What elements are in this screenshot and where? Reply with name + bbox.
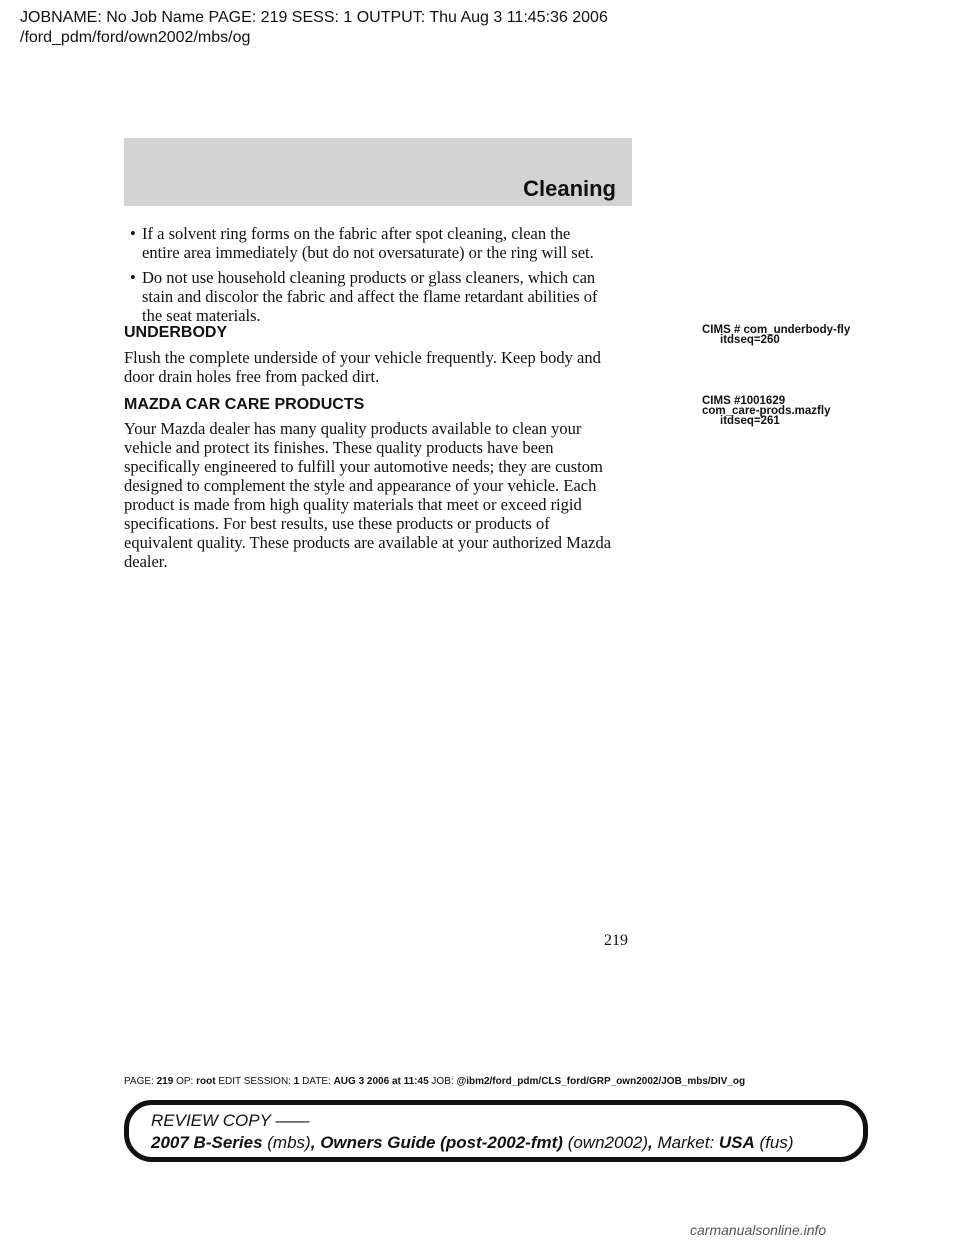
bullet-line: If a solvent ring forms on the fabric after spot cleaning, clean the — [142, 224, 571, 243]
watermark-text: carmanualsonline.info — [690, 1222, 827, 1238]
paragraph-line: specifically engineered to fulfill your automotive needs; they are custom — [124, 457, 603, 476]
review-copy-title: REVIEW COPY —— — [151, 1111, 310, 1130]
section-header-band — [124, 138, 632, 206]
footer-label: JOB: — [431, 1076, 454, 1087]
bullet-line: entire area immediately (but do not oversaturate) or the ring will set. — [142, 243, 594, 262]
review-guide: Owners Guide (post-2002-fmt) — [320, 1133, 563, 1152]
cims-note-underbody — [702, 325, 850, 345]
paragraph-line: dealer. — [124, 552, 168, 571]
footer-label: EDIT SESSION: — [218, 1076, 291, 1087]
cims-line: itdseq=260 — [720, 334, 780, 346]
paragraph-line: equivalent quality. These products are available at your authorized Mazda — [124, 533, 612, 552]
footer-value: AUG 3 2006 at 11:45 — [333, 1076, 429, 1087]
underbody-paragraph — [124, 348, 632, 386]
review-model: 2007 B-Series — [151, 1133, 263, 1152]
bullet-item — [130, 224, 630, 262]
bullet-item — [130, 268, 630, 325]
bullet-line: the seat materials. — [142, 306, 261, 325]
section-title: Cleaning — [523, 176, 616, 201]
bullet-line: stain and discolor the fabric and affect the flame retardant abilities of — [142, 287, 598, 306]
review-market: USA — [718, 1133, 755, 1152]
review-guide-code: (own2002) — [567, 1133, 649, 1152]
job-header-line1: JOBNAME: No Job Name PAGE: 219 SESS: 1 OUTPUT: Thu Aug 3 11:45:36 2006 — [20, 9, 608, 26]
paragraph-line: door drain holes free from packed dirt. — [124, 367, 380, 386]
review-market-code: (fus) — [759, 1133, 794, 1152]
cims-note-care-products — [702, 396, 830, 426]
footer-info-line — [124, 1076, 745, 1087]
footer-label: OP: — [176, 1076, 194, 1087]
cims-line: CIMS #1001629 — [702, 395, 786, 407]
paragraph-line: product is made from high quality materials that meet or exceed rigid — [124, 495, 582, 514]
paragraph-line: specifications. For best results, use these products or products of — [124, 514, 550, 533]
cims-line: CIMS # com_underbody-fly — [702, 324, 851, 336]
footer-value: 1 — [293, 1076, 300, 1087]
page-number: 219 — [604, 932, 628, 949]
paragraph-line: Flush the complete underside of your vehicle frequently. Keep body and — [124, 348, 601, 367]
cims-line: itdseq=261 — [720, 415, 780, 427]
footer-value: 219 — [156, 1076, 174, 1087]
job-header — [20, 8, 608, 48]
review-copy-box — [124, 1100, 868, 1162]
paragraph-line: Your Mazda dealer has many quality products available to clean your — [124, 419, 582, 438]
bullet-dot-icon: • — [130, 224, 136, 243]
care-products-heading: MAZDA CAR CARE PRODUCTS — [124, 396, 365, 413]
bullet-line: Do not use household cleaning products or glass cleaners, which can — [142, 268, 596, 287]
care-products-paragraph — [124, 419, 632, 571]
footer-label: PAGE: — [124, 1076, 154, 1087]
footer-value: @ibm2/ford_pdm/CLS_ford/GRP_own2002/JOB_mbs/DIV_og — [456, 1076, 746, 1087]
bullet-dot-icon: • — [130, 268, 136, 287]
underbody-heading: UNDERBODY — [124, 324, 228, 341]
job-header-line2: /ford_pdm/ford/own2002/mbs/og — [20, 29, 251, 46]
review-model-code: (mbs) — [267, 1133, 311, 1152]
footer-label: DATE: — [302, 1076, 331, 1087]
paragraph-line: designed to complement the style and appearance of your vehicle. Each — [124, 476, 597, 495]
cims-line: com_care-prods.mazfly — [702, 405, 831, 417]
review-copy-details: 2007 B-Series (mbs), Owners Guide (post-2002-fmt) (own2002), Market: USA (fus) — [151, 1133, 794, 1152]
footer-value: root — [196, 1076, 216, 1087]
review-market-label: Market: — [657, 1133, 715, 1152]
paragraph-line: vehicle and protect its finishes. These quality products have been — [124, 438, 554, 457]
